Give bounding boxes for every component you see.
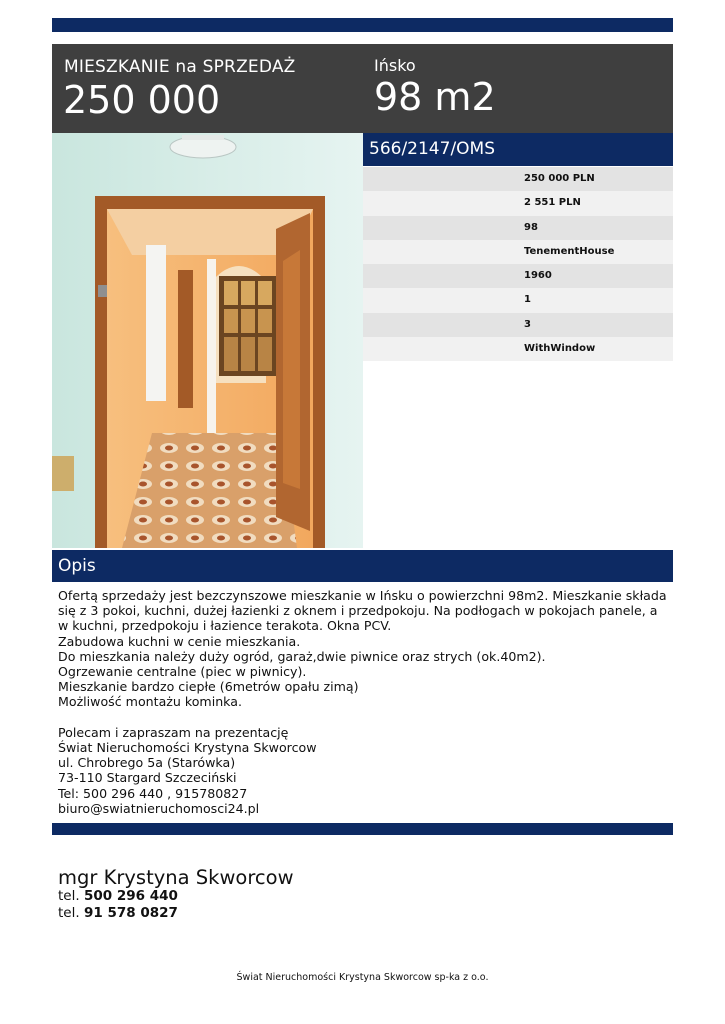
detail-rooms: 3 bbox=[363, 313, 673, 337]
details-table bbox=[363, 167, 673, 361]
description-line: Możliwość montażu kominka. bbox=[58, 694, 242, 710]
listing-area: 98 m2 bbox=[374, 75, 496, 119]
listing-type: MIESZKANIE na SPRZEDAŻ bbox=[64, 57, 296, 77]
description-line: Ogrzewanie centralne (piec w piwnicy). bbox=[58, 664, 307, 680]
detail-year-built: 1960 bbox=[363, 264, 673, 288]
phone-number-2: 91 578 0827 bbox=[83, 905, 178, 921]
property-photo bbox=[52, 133, 363, 548]
description-line: biuro@swiatnieruchomosci24.pl bbox=[58, 800, 260, 816]
description-line: Polecam i zapraszam na prezentację bbox=[58, 724, 289, 740]
description-line: 73-110 Stargard Szczeciński bbox=[58, 770, 237, 786]
listing-price: 250 000 bbox=[63, 78, 221, 122]
description-line: Mieszkanie bardzo ciepłe (6metrów opału zimą) bbox=[58, 679, 359, 695]
tel-label: tel. bbox=[58, 888, 80, 904]
detail-floor: 1 bbox=[363, 288, 673, 312]
tel-label: tel. bbox=[58, 905, 80, 921]
description-line: Do mieszkania należy duży ogród, garaż,dwie piwnice oraz strych (ok.40m2). bbox=[58, 648, 546, 664]
footer-company: Świat Nieruchomości Krystyna Skworcow sp-ka z o.o. bbox=[236, 972, 489, 983]
agent-name: mgr Krystyna Skworcow bbox=[58, 866, 294, 889]
description-line: Świat Nieruchomości Krystyna Skworcow bbox=[58, 740, 317, 756]
top-stripe bbox=[52, 18, 673, 32]
description-line: Zabudowa kuchni w cenie mieszkania. bbox=[58, 633, 301, 649]
description-line: ul. Chrobrego 5a (Starówka) bbox=[58, 755, 236, 771]
phone-number-1: 500 296 440 bbox=[83, 888, 178, 904]
description-line: Tel: 500 296 440 , 915780827 bbox=[58, 785, 248, 801]
agent-phone-1 bbox=[58, 888, 178, 904]
description-text bbox=[58, 588, 670, 816]
detail-kitchen: WithWindow bbox=[363, 337, 673, 361]
bottom-stripe bbox=[52, 823, 673, 835]
description-spacer bbox=[58, 710, 670, 725]
detail-price: 250 000 PLN bbox=[363, 167, 673, 191]
listing-city: Ińsko bbox=[374, 56, 416, 75]
description-title: Opis bbox=[52, 550, 673, 582]
detail-area: 98 bbox=[363, 216, 673, 240]
agent-phone-2 bbox=[58, 905, 178, 921]
description-line: Ofertą sprzedaży jest bezczynszowe mieszkanie w Ińsku o powierzchni 98m2. Mieszkanie składa się z 3 pokoi, kuchni, dużej łazienki z oknem i przedpokoju. Na podłogach w pokojach panele, a w kuchni, przedpokoju i łazience terakota. Okna PCV. bbox=[58, 588, 667, 634]
listing-header bbox=[52, 44, 673, 133]
detail-building-type: TenementHouse bbox=[363, 240, 673, 264]
reference-number: 566/2147/OMS bbox=[363, 133, 673, 166]
detail-price-per-m2: 2 551 PLN bbox=[363, 191, 673, 215]
